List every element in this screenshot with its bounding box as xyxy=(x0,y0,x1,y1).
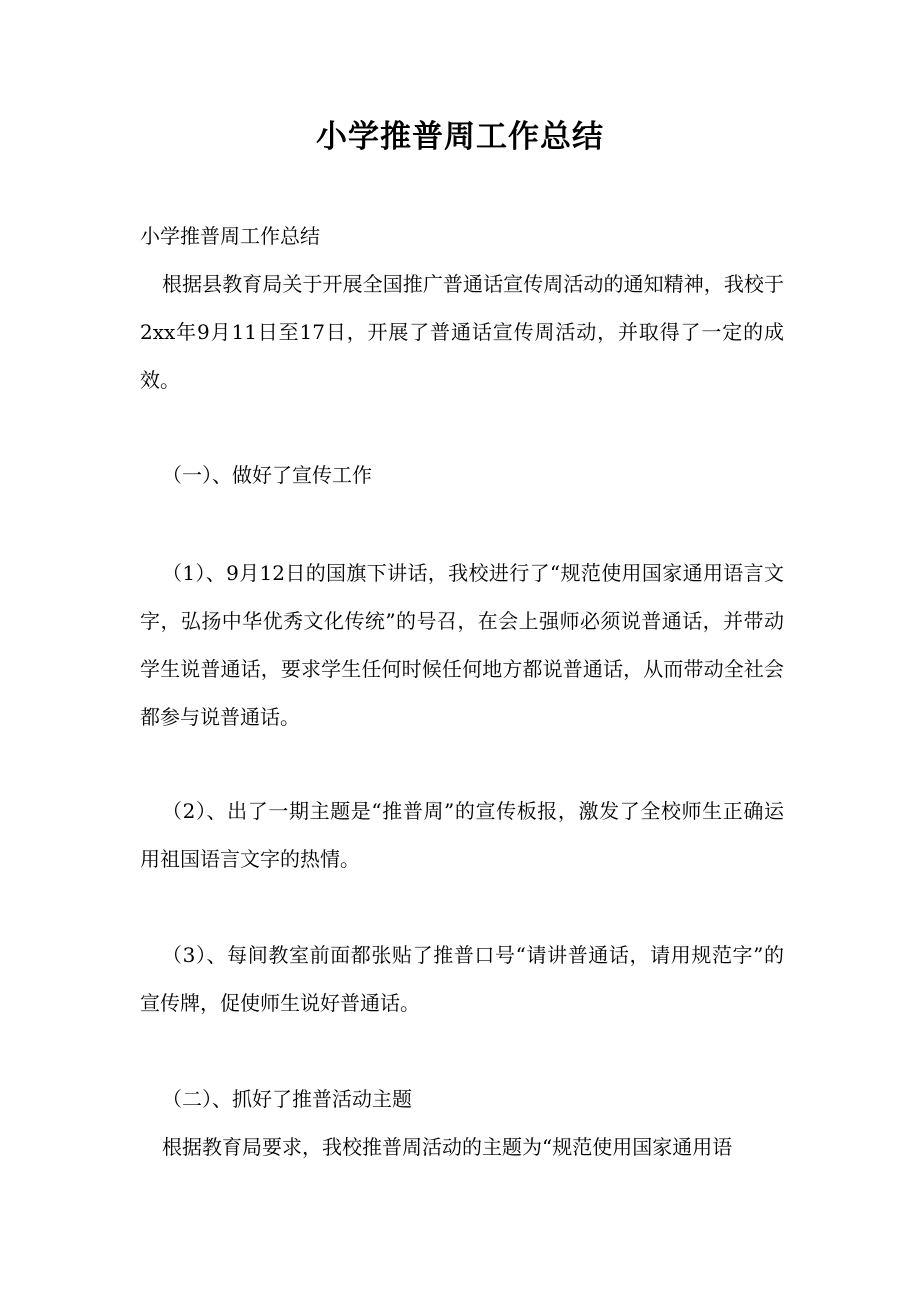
document-title: 小学推普周工作总结 xyxy=(316,119,604,155)
closing-paragraph: 根据教育局要求，我校推普周活动的主题为“规范使用国家通用语 xyxy=(162,1135,733,1159)
list-item-1: （1）、9月12日的国旗下讲话，我校进行了“规范使用国家通用语言文字，弘扬中华优秀文化传统”的号召，在会上强师必须说普通话，并带动学生说普通话，要求学生任何时候任何地方都说普通话，从而带动全社会都参与说普通话。 xyxy=(140,561,784,729)
section-heading-2: （二）、抓好了推普活动主题 xyxy=(162,1087,412,1111)
section-heading-1: （一）、做好了宣传工作 xyxy=(162,463,372,487)
list-item-2: （2）、出了一期主题是“推普周”的宣传板报，激发了全校师生正确运用祖国语言文字的热情。 xyxy=(140,799,784,871)
intro-paragraph: 根据县教育局关于开展全国推广普通话宣传周活动的通知精神，我校于2xx年9月11日至17日，开展了普通话宣传周活动，并取得了一定的成效。 xyxy=(140,272,784,392)
document-subtitle: 小学推普周工作总结 xyxy=(140,224,320,248)
list-item-3: （3）、每间教室前面都张贴了推普口号“请讲普通话，请用规范字”的宣传牌，促使师生说好普通话。 xyxy=(140,943,784,1015)
